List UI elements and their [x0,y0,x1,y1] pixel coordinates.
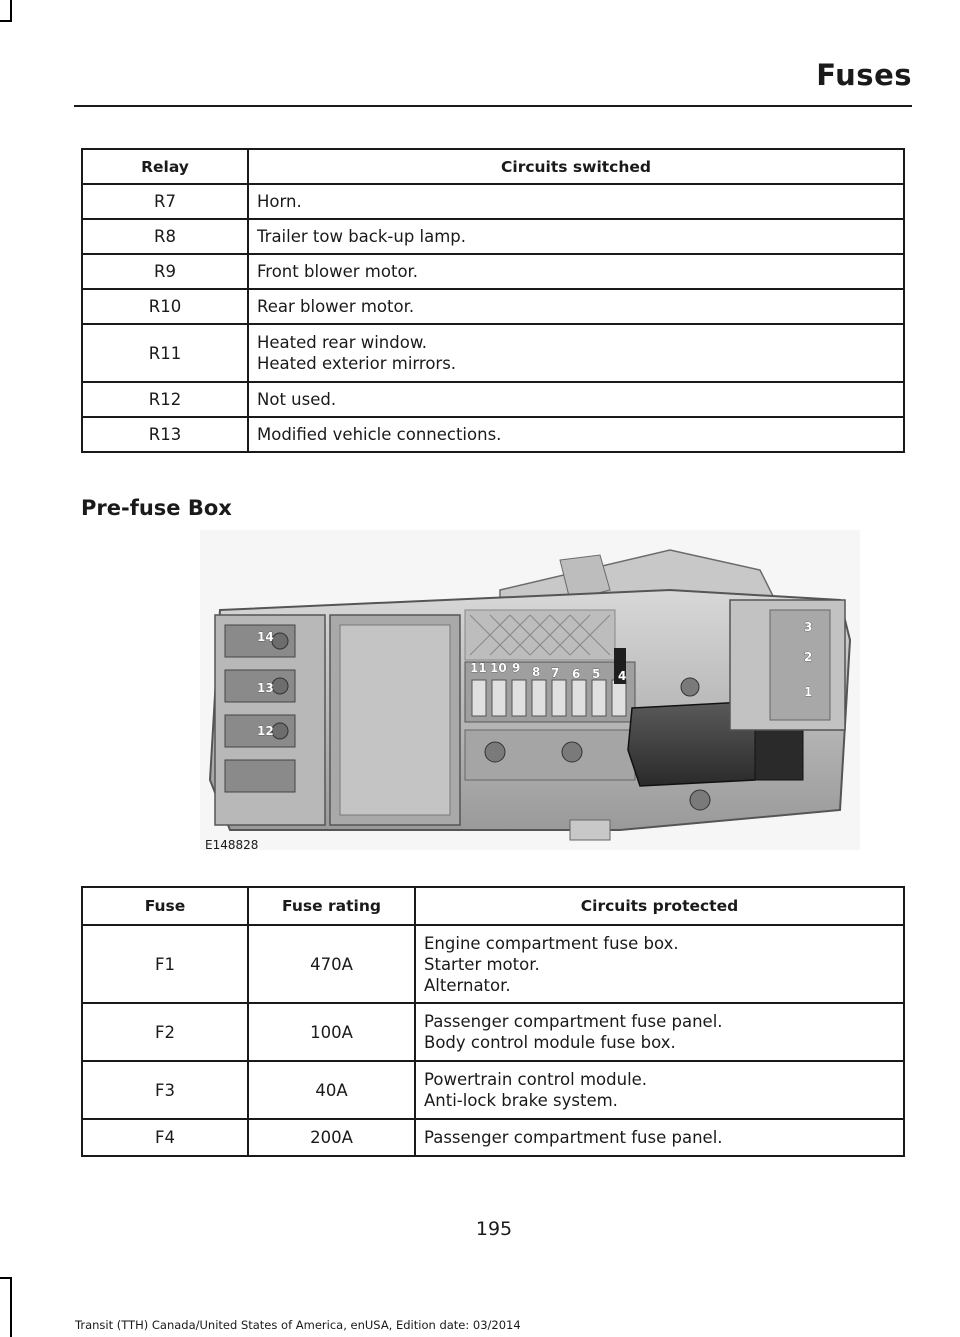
table-row [82,184,904,219]
callout-label: 14 [257,630,274,644]
table-row [82,324,904,382]
relay-circuits [248,184,904,219]
circuit-line: Heated exterior mirrors. [257,354,457,373]
column-header: Fuse [82,887,248,925]
callout-label: 9 [512,661,521,675]
table-row [82,417,904,452]
column-header: Relay [82,149,248,184]
relay-circuits [248,219,904,254]
page-number: 195 [475,1218,513,1240]
fuse-rating: 200A [248,1119,415,1156]
column-header: Circuits switched [248,149,904,184]
circuit-line: Passenger compartment fuse panel. [424,1128,723,1147]
fuse-circuits [415,1119,904,1156]
table-row [82,925,904,1003]
table-row [82,1003,904,1061]
table-row [82,289,904,324]
pre-fuse-box-illustration [200,530,860,850]
circuit-line: Rear blower motor. [257,297,415,316]
relay-circuits [248,417,904,452]
circuit-line: Passenger compartment fuse panel. [424,1012,723,1031]
fuse-rating: 470A [248,925,415,1003]
footer-text: Transit (TTH) Canada/United States of America, enUSA, Edition date: 03/2014 [75,1318,521,1332]
page-title: Fuses [816,58,912,92]
callout-label: 3 [804,620,813,634]
circuit-line: Alternator. [424,975,511,995]
title-rule [74,105,912,107]
section-heading: Pre-fuse Box [81,496,232,520]
fuse-id: F3 [82,1061,248,1119]
circuit-line: Modified vehicle connections. [257,425,502,444]
fuse-id: F2 [82,1003,248,1061]
relay-id: R7 [82,184,248,219]
callout-label: 2 [804,650,813,664]
callout-label: 11 [470,661,487,675]
table-header-row [82,887,904,925]
relay-id: R13 [82,417,248,452]
fuse-table [81,886,905,1157]
callout-label: 1 [804,685,813,699]
fuse-id: F1 [82,925,248,1003]
table-row [82,382,904,417]
table-row [82,1119,904,1156]
relay-table [81,148,905,453]
relay-id: R8 [82,219,248,254]
callout-label: 12 [257,724,274,738]
column-header: Circuits protected [415,887,904,925]
callout-label: 13 [257,681,274,695]
circuit-line: Front blower motor. [257,262,419,281]
fuse-id: F4 [82,1119,248,1156]
relay-circuits [248,324,904,382]
fuse-circuits [415,1061,904,1119]
fuse-circuits [415,1003,904,1061]
relay-circuits [248,382,904,417]
callout-label: 7 [551,666,560,680]
circuit-line: Trailer tow back-up lamp. [257,227,467,246]
fuse-rating: 40A [248,1061,415,1119]
relay-id: R10 [82,289,248,324]
fuse-rating: 100A [248,1003,415,1061]
relay-id: R9 [82,254,248,289]
circuit-line: Not used. [257,390,337,409]
fuse-circuits [415,925,904,1003]
callout-label: 10 [490,661,507,675]
table-header-row [82,149,904,184]
circuit-line: Powertrain control module. [424,1070,648,1089]
relay-id: R12 [82,382,248,417]
relay-circuits [248,289,904,324]
table-row [82,1061,904,1119]
crop-mark [0,1277,12,1279]
crop-mark [10,1277,12,1337]
crop-mark [0,20,12,22]
callout-label: 5 [592,667,601,681]
relay-id: R11 [82,324,248,382]
circuit-line: Heated rear window. [257,333,428,352]
circuit-line: Starter motor. [424,954,540,974]
crop-mark [10,0,12,22]
circuit-line: Horn. [257,192,302,211]
callout-label: 4 [618,669,627,683]
callout-label: 6 [572,667,581,681]
circuit-line: Body control module fuse box. [424,1033,676,1052]
table-row [82,254,904,289]
table-row [82,219,904,254]
column-header: Fuse rating [248,887,415,925]
relay-circuits [248,254,904,289]
figure-code: E148828 [205,838,259,852]
circuit-line: Engine compartment fuse box. [424,933,679,953]
circuit-line: Anti-lock brake system. [424,1091,618,1110]
callout-label: 8 [532,665,541,679]
